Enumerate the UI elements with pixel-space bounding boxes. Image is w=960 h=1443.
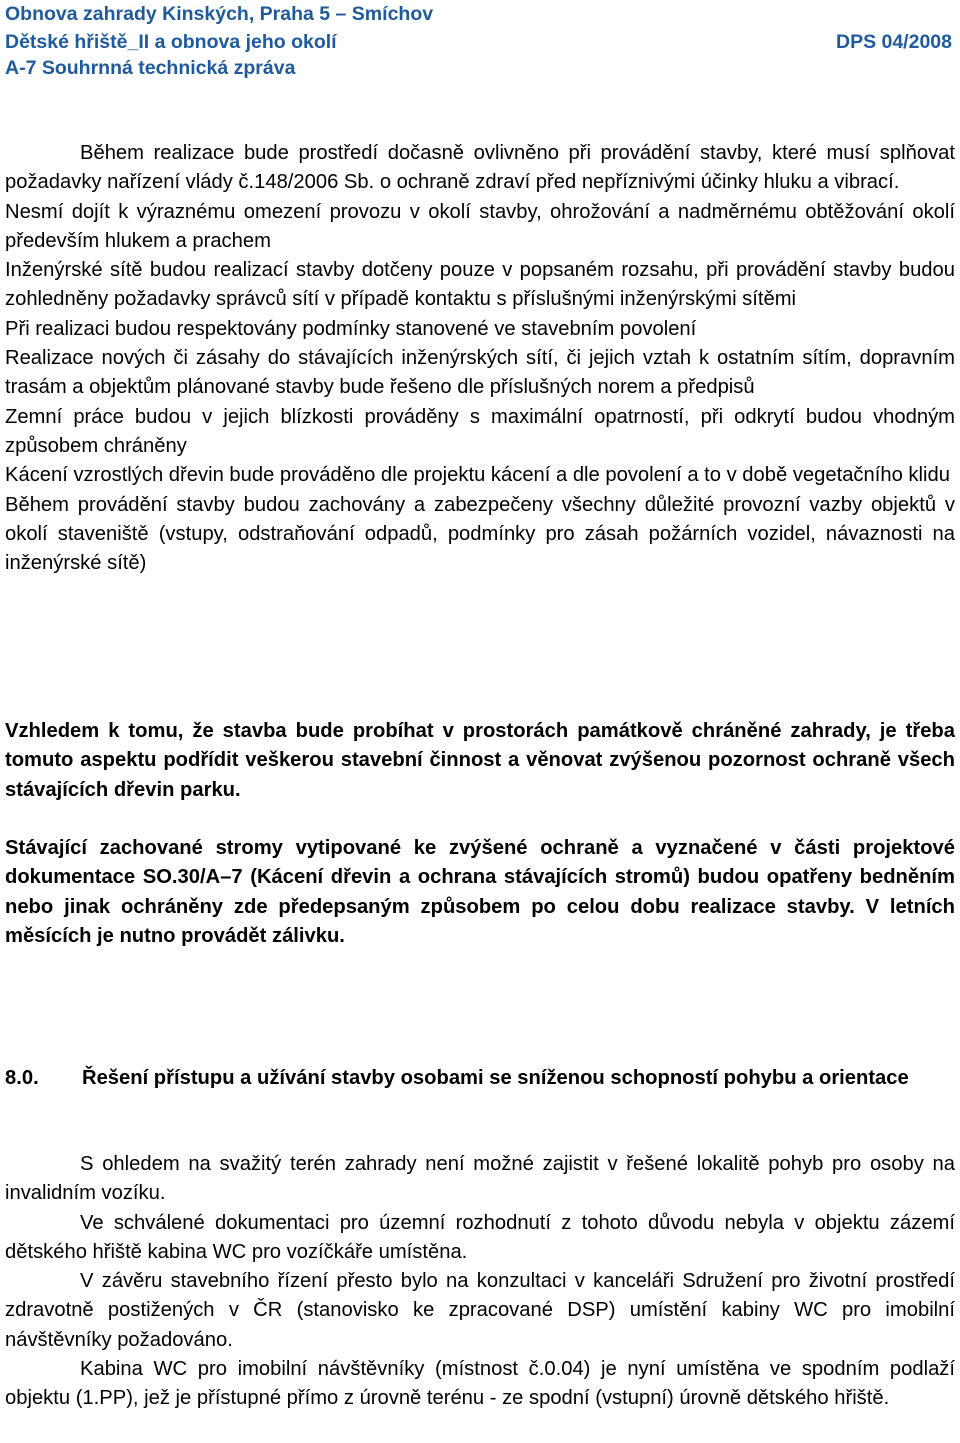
paragraph: Během provádění stavby budou zachovány a zabezpečeny všechny důležité provozní vazby objektů v okolí staveniště (vstupy, odstraňování odpadů, podmínky pro zásah požárních vozidel, návaznosti na inženýrské sítě) bbox=[5, 493, 955, 575]
header-report-title: A-7 Souhrnná technická zpráva bbox=[5, 57, 296, 79]
paragraph: S ohledem na svažitý terén zahrady není možné zajistit v řešené lokalitě pohyb pro osoby na invalidním vozíku. bbox=[5, 1153, 955, 1205]
header-document-code: DPS 04/2008 bbox=[835, 31, 952, 53]
bold-paragraph-tree-protection: Vzhledem k tomu, že stavba bude probíhat v prostorách památkově chráněné zahrady, je třeba tomuto aspektu podřídit veškerou stavební činnost a věnovat zvýšenou pozornost ochraně všech stávajících dřevin parku. bbox=[5, 720, 955, 801]
section-heading: Řešení přístupu a užívání stavby osobami se sníženou schopností pohybu a orientace bbox=[82, 1067, 909, 1089]
header-subtitle: Dětské hřiště_II a obnova jeho okolí bbox=[5, 31, 337, 53]
body-block-1 bbox=[5, 139, 955, 578]
paragraph: Realizace nových či zásahy do stávajících inženýrských sítí, či jejich vztah k ostatním sítím, dopravním trasám a objektům plánované stavby bude řešeno dle příslušných norem a předpisů bbox=[5, 347, 955, 399]
paragraph: V závěru stavebního řízení přesto bylo na konzultaci v kanceláři Sdružení pro životní prostředí zdravotně postižených v ČR (stanovisko ke zpracované DSP) umístění kabiny WC pro imobilní návštěvníky požadováno. bbox=[5, 1270, 955, 1351]
paragraph: Zemní práce budou v jejich blízkosti prováděny s maximální opatrností, při odkrytí budou vhodným způsobem chráněny bbox=[5, 405, 955, 457]
paragraph: Během realizace bude prostředí dočasně ovlivněno při provádění stavby, které musí splňovat požadavky nařízení vlády č.148/2006 Sb. o ochraně zdraví před nepříznivými účinky hluku a vibrací. bbox=[5, 142, 955, 194]
header-project-title: Obnova zahrady Kinských, Praha 5 – Smíchov bbox=[5, 3, 434, 25]
paragraph: Nesmí dojít k výraznému omezení provozu v okolí stavby, ohrožování a nadměrnému obtěžování okolí především hlukem a prachem bbox=[5, 200, 955, 252]
paragraph: Kabina WC pro imobilní návštěvníky (místnost č.0.04) je nyní umístěna ve spodním podlaží objektu (1.PP), jež je přístupné přímo z úrovně terénu - ze spodní (vstupní) úrovně dětského hřiště. bbox=[5, 1358, 955, 1410]
paragraph: Kácení vzrostlých dřevin bude prováděno dle projektu kácení a dle povolení a to v době vegetačního klidu bbox=[5, 464, 950, 487]
paragraph: Inženýrské sítě budou realizací stavby dotčeny pouze v popsaném rozsahu, při provádění stavby budou zohledněny požadavky správců sítí v případě kontaktu s příslušnými inženýrskými sítěmi bbox=[5, 259, 955, 311]
section-number: 8.0. bbox=[5, 1067, 39, 1089]
paragraph: Ve schválené dokumentaci pro územní rozhodnutí z tohoto důvodu nebyla v objektu zázemí dětského hřiště kabina WC pro vozíčkáře umístěna. bbox=[5, 1211, 955, 1263]
bold-paragraph-tree-boarding: Stávající zachované stromy vytipované ke zvýšené ochraně a vyznačené v části projektové dokumentace SO.30/A–7 (Kácení dřevin a ochrana stávajících stromů) budou opatřeny bedněním nebo jinak ochráněny zde předepsaným způsobem po celou dobu realizace stavby. V letních měsících je nutno provádět zálivku. bbox=[5, 837, 955, 947]
paragraph: Při realizaci budou respektovány podmínky stanovené ve stavebním povolení bbox=[5, 317, 697, 340]
body-block-2 bbox=[5, 1150, 955, 1414]
